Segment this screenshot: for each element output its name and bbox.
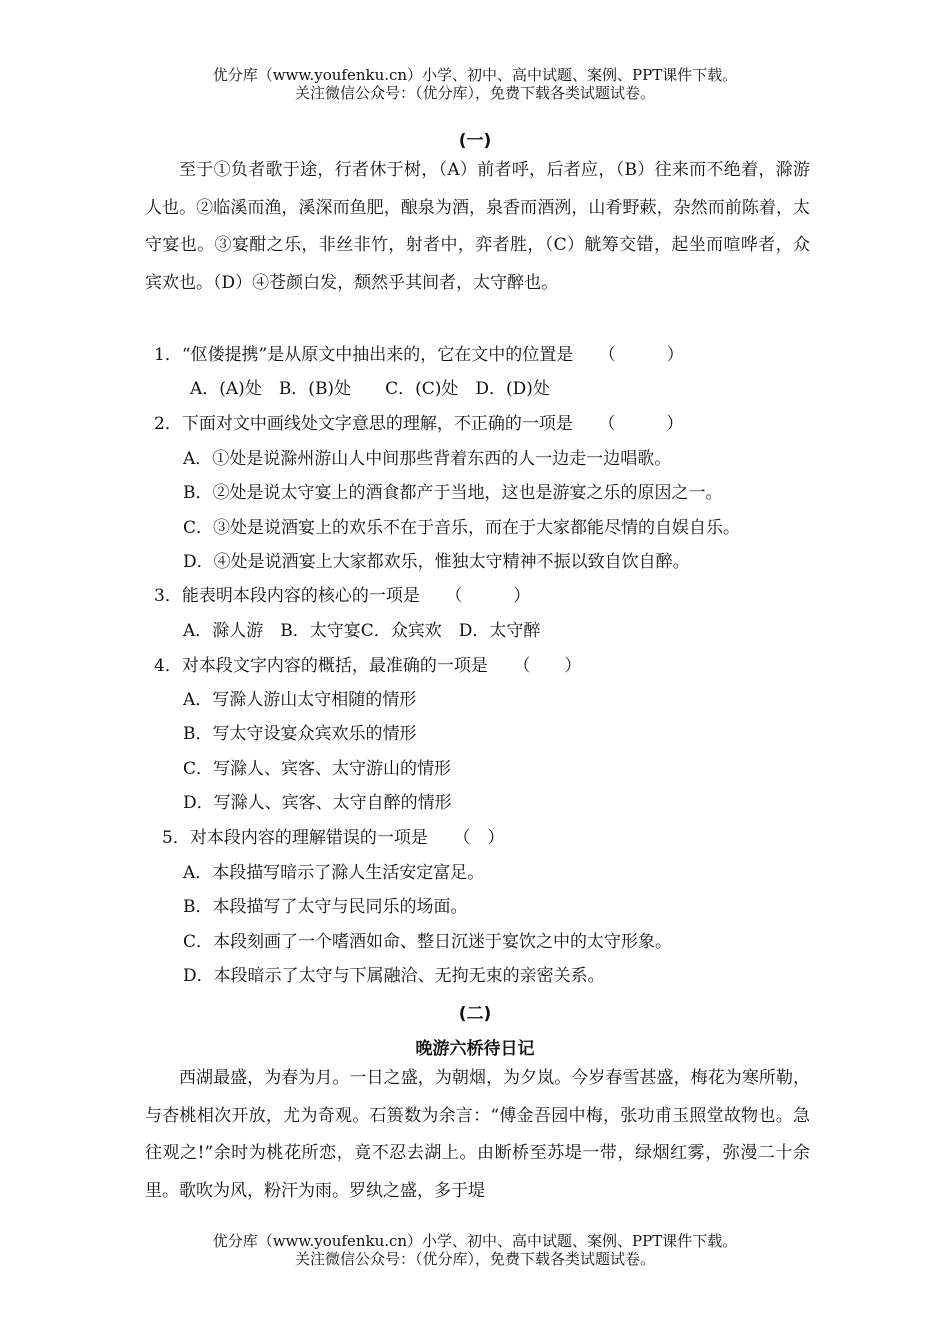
section-1-heading: (一) xyxy=(458,131,492,151)
section-1-passage: 至于①负者歌于途，行者休于树，（A）前者呼，后者应，（B）往来而不绝着，滁游人也。②临溪而渔，溪深而鱼肥，酿泉为酒，泉香而酒洌，山肴野蔌，杂然而前陈着，太守宴也。③宴酣之乐，非丝非竹，射者中，弈者胜，（C）觥筹交错，起坐而喧哗者，众宾欢也。（D）④苍颜白发，颓然乎其间者，太守醉也。 xyxy=(145,160,810,293)
footer-line-1: 优分库（www.youfenku.cn）小学、初中、高中试题、案例、PPT课件下载。 xyxy=(212,1232,738,1250)
question-3-options: A．滁人游 B．太守宴C．众宾欢 D．太守醉 xyxy=(183,621,541,641)
question-5-option-a: A．本段描写暗示了滁人生活安定富足。 xyxy=(183,863,485,883)
question-2: 2．下面对文中画线处文字意思的理解，不正确的一项是 （ ） xyxy=(154,414,684,434)
page-header xyxy=(0,66,950,102)
question-5-option-b: B．本段描写了太守与民同乐的场面。 xyxy=(183,897,468,917)
question-2-option-a: A．①处是说滁州游山人中间那些背着东西的人一边走一边唱歌。 xyxy=(183,449,672,469)
question-4-option-a: A．写滁人游山太守相随的情形 xyxy=(183,690,417,710)
question-1: 1．“伛偻提携”是从原文中抽出来的，它在文中的位置是 （ ） xyxy=(154,345,684,365)
section-2-passage: 西湖最盛，为春为月。一日之盛，为朝烟，为夕岚。今岁春雪甚盛，梅花为寒所勒，与杏桃相次开放，尤为奇观。石篑数为余言：“傅金吾园中梅，张功甫玉照堂故物也。急往观之!”余时为桃花所恋，竟不忍去湖上。由断桥至苏堤一带，绿烟红雾，弥漫二十余里。歌吹为风，粉汗为雨。罗纨之盛，多于堤 xyxy=(145,1068,810,1201)
question-3: 3．能表明本段内容的核心的一项是 （ ） xyxy=(154,586,531,606)
question-4: 4．对本段文字内容的概括，最准确的一项是 （ ） xyxy=(154,656,582,676)
question-4-option-d: D．写滁人、宾客、太守自醉的情形 xyxy=(183,793,452,813)
question-2-option-c: C．③处是说酒宴上的欢乐不在于音乐，而在于大家都能尽情的自娱自乐。 xyxy=(183,518,741,538)
header-line-2: 关注微信公众号：（优分库），免费下载各类试题试卷。 xyxy=(294,84,655,102)
question-4-option-c: C．写滁人、宾客、太守游山的情形 xyxy=(183,759,452,779)
question-4-option-b: B．写太守设宴众宾欢乐的情形 xyxy=(183,724,417,744)
header-line-1: 优分库（www.youfenku.cn）小学、初中、高中试题、案例、PPT课件下载。 xyxy=(212,66,738,84)
question-2-option-d: D．④处是说酒宴上大家都欢乐，惟独太守精神不振以致自饮自醉。 xyxy=(183,552,690,572)
question-5-option-c: C．本段刻画了一个嗜酒如命、整日沉迷于宴饮之中的太守形象。 xyxy=(183,932,673,952)
question-5: 5．对本段内容的理解错误的一项是 （ ） xyxy=(162,828,505,848)
page-footer xyxy=(0,1232,950,1268)
question-2-option-b: B．②处是说太守宴上的酒食都产于当地，这也是游宴之乐的原因之一。 xyxy=(183,483,723,503)
question-1-options: A．(A)处 B．(B)处 C．(C)处 D．(D)处 xyxy=(190,379,550,399)
footer-line-2: 关注微信公众号：（优分库），免费下载各类试题试卷。 xyxy=(294,1250,655,1268)
question-5-option-d: D．本段暗示了太守与下属融洽、无拘无束的亲密关系。 xyxy=(183,966,605,986)
section-2-heading: (二) xyxy=(458,1004,492,1024)
section-2-title: 晚游六桥待日记 xyxy=(415,1039,535,1059)
